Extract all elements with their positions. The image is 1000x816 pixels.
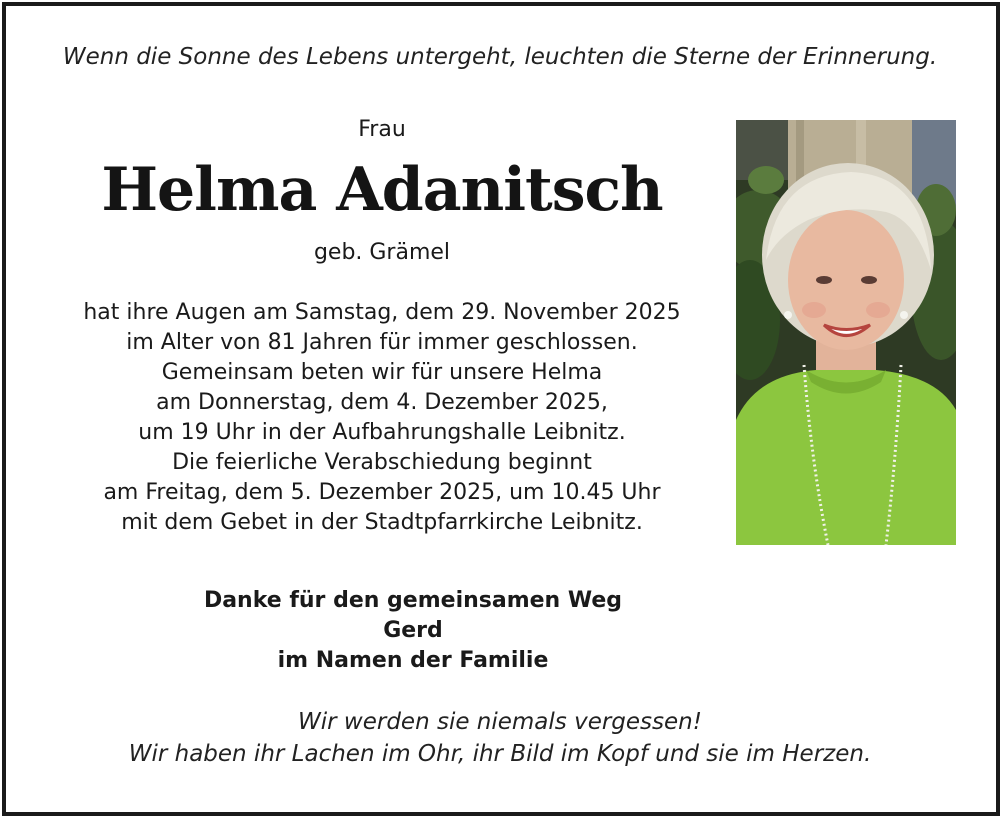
closing-line: Wir werden sie niemals vergessen! — [298, 709, 702, 735]
message-line: Die feierliche Verabschiedung beginnt — [172, 450, 592, 475]
portrait-illustration — [736, 120, 956, 545]
message-line: hat ihre Augen am Samstag, dem 29. November 2025 — [83, 300, 681, 325]
honorific: Frau — [358, 117, 406, 142]
notice-message — [40, 298, 724, 538]
message-line: mit dem Gebet in der Stadtpfarrkirche Leibnitz. — [121, 510, 643, 535]
closing-quote — [0, 706, 1000, 770]
thanks-block — [200, 586, 626, 676]
thanks-signature: Gerd — [383, 618, 443, 643]
maiden-name: geb. Grämel — [313, 240, 451, 265]
deceased-name: Helma Adanitsch — [101, 155, 663, 225]
message-line: am Freitag, dem 5. Dezember 2025, um 10.45 Uhr — [103, 480, 661, 505]
message-line: um 19 Uhr in der Aufbahrungshalle Leibnitz. — [138, 420, 626, 445]
message-line: am Donnerstag, dem 4. Dezember 2025, — [156, 390, 608, 415]
message-line: Gemeinsam beten wir für unsere Helma — [161, 360, 603, 385]
thanks-line: Danke für den gemeinsamen Weg — [203, 588, 623, 613]
portrait-photo — [736, 120, 956, 545]
motto-text: Wenn die Sonne des Lebens untergeht, leuchten die Sterne der Erinnerung. — [62, 44, 938, 70]
message-line: im Alter von 81 Jahren für immer geschlossen. — [126, 330, 638, 355]
thanks-line: im Namen der Familie — [277, 648, 549, 673]
closing-line: Wir haben ihr Lachen im Ohr, ihr Bild im Kopf und sie im Herzen. — [128, 741, 872, 767]
